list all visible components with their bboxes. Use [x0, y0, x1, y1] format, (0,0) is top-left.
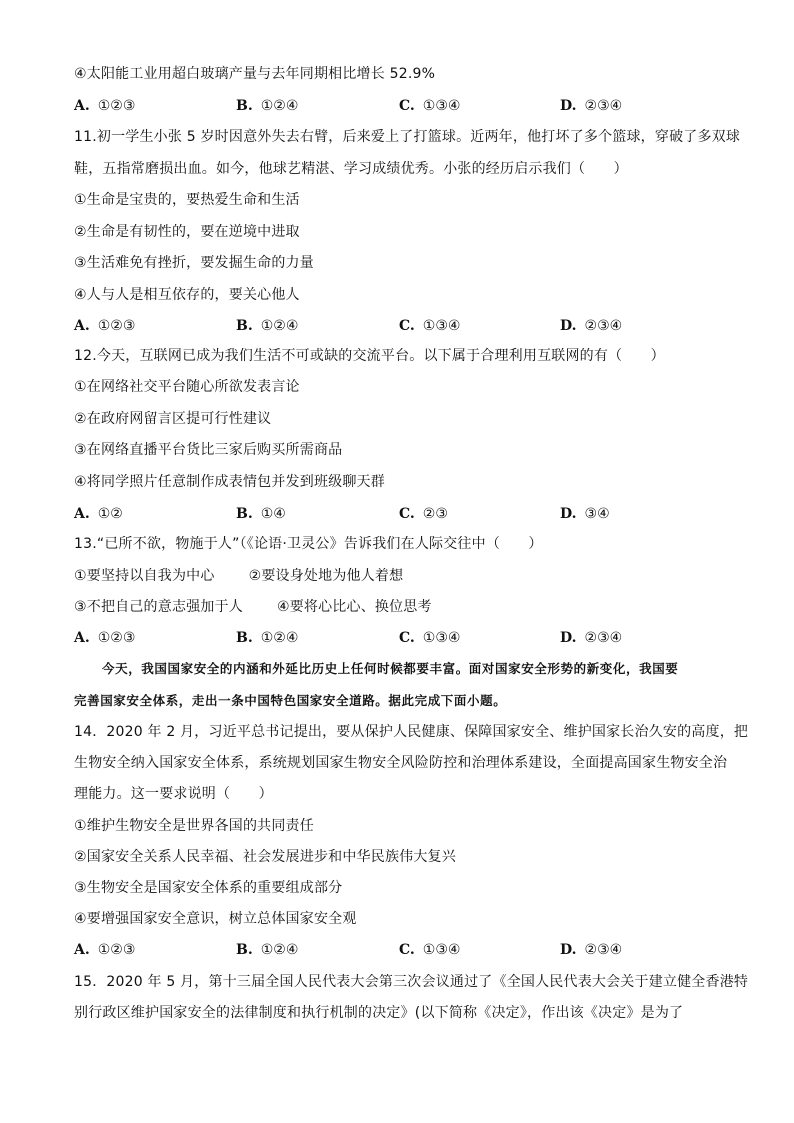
context-paragraph: 完善国家安全体系，走出一条中国特色国家安全道路。据此完成下面小题。	[74, 693, 507, 708]
option-c[interactable]: C. ①③④	[399, 318, 461, 334]
option-b[interactable]: B. ①④	[236, 506, 286, 522]
option-item: ④将同学照片任意制作成表情包并发到班级聊天群	[74, 474, 385, 490]
option-b[interactable]: B. ①②④	[236, 942, 299, 958]
question-13-stem: 13.“已所不欲，物施于人”（《论语·卫灵公》告诉我们在人际交往中（ ）	[74, 536, 543, 552]
option-item: ④人与人是相互依存的，要关心他人	[74, 287, 300, 303]
answer-options-q11	[74, 316, 734, 336]
answer-options-q14	[74, 940, 734, 960]
option-b[interactable]: B. ①②④	[236, 318, 299, 334]
option-item: ②国家安全关系人民幸福、社会发展进步和中华民族伟大复兴	[74, 849, 456, 865]
option-item: ③在网络直播平台货比三家后购买所需商品	[74, 442, 343, 458]
option-item: ①维护生物安全是世界各国的共同责任	[74, 818, 314, 834]
option-item: ②生命是有韧性的，要在逆境中进取	[74, 224, 300, 240]
option-a[interactable]: A. ①②	[74, 506, 123, 522]
question-12-stem: 12.今天，互联网已成为我们生活不可或缺的交流平台。以下属于合理利用互联网的有（ ）	[74, 348, 665, 364]
option-item: ①要坚持以自我为中心 ②要设身处地为他人着想	[74, 568, 404, 584]
option-c[interactable]: C. ②③	[399, 506, 448, 522]
option-item: ①在网络社交平台随心所欲发表言论	[74, 379, 300, 395]
option-c[interactable]: C. ①③④	[399, 942, 461, 958]
option-item: ④太阳能工业用超白玻璃产量与去年同期相比增长 52.9%	[74, 66, 436, 82]
option-a[interactable]: A. ①②③	[74, 630, 136, 646]
question-14-stem: 14．2020 年 2 月，习近平总书记提出，要从保护人民健康、保障国家安全、维护国家长治久安的高度，把	[74, 724, 749, 740]
option-item: ④要增强国家安全意识，树立总体国家安全观	[74, 911, 357, 927]
option-item: ③生活难免有挫折，要发掘生命的力量	[74, 255, 314, 271]
question-15-stem: 别行政区维护国家安全的法律制度和执行机制的决定》(以下简称《决定》，作出该《决定》是为了	[74, 1005, 684, 1021]
option-d[interactable]: D. ②③④	[560, 98, 623, 114]
option-d[interactable]: D. ②③④	[560, 942, 623, 958]
option-d[interactable]: D. ②③④	[560, 630, 623, 646]
option-item: ③不把自己的意志强加于人 ④要将心比心、换位思考	[74, 599, 432, 615]
question-14-stem: 理能力。这一要求说明（ ）	[74, 786, 273, 802]
option-item: ②在政府网留言区提可行性建议	[74, 411, 272, 427]
context-paragraph: 今天，我国国家安全的内涵和外延比历史上任何时候都要丰富。面对国家安全形势的新变化，我国要	[102, 661, 679, 676]
question-14-stem: 生物安全纳入国家安全体系，系统规划国家生物安全风险防控和治理体系建设，全面提高国家生物安全治	[74, 755, 728, 771]
option-c[interactable]: C. ①③④	[399, 98, 461, 114]
option-item: ③生物安全是国家安全体系的重要组成部分	[74, 880, 343, 896]
option-item: ①生命是宝贵的，要热爱生命和生活	[74, 192, 300, 208]
option-b[interactable]: B. ①②④	[236, 98, 299, 114]
option-c[interactable]: C. ①③④	[399, 630, 461, 646]
option-a[interactable]: A. ①②③	[74, 318, 136, 334]
option-d[interactable]: D. ③④	[560, 506, 610, 522]
question-15-stem: 15．2020 年 5 月，第十三届全国人民代表大会第三次会议通过了《全国人民代表大会关于建立健全香港特	[74, 974, 749, 990]
option-a[interactable]: A. ①②③	[74, 942, 136, 958]
option-b[interactable]: B. ①②④	[236, 630, 299, 646]
question-11-stem: 鞋，五指常磨损出血。如今，他球艺精湛、学习成绩优秀。小张的经历启示我们（ ）	[74, 161, 628, 177]
answer-options-q10	[74, 96, 734, 116]
answer-options-q13	[74, 628, 734, 648]
answer-options-q12	[74, 504, 734, 524]
option-d[interactable]: D. ②③④	[560, 318, 623, 334]
option-a[interactable]: A. ①②③	[74, 98, 136, 114]
question-11-stem: 11.初一学生小张 5 岁时因意外失去右臂，后来爱上了打篮球。近两年，他打坏了多个篮球，穿破了多双球	[74, 129, 741, 145]
